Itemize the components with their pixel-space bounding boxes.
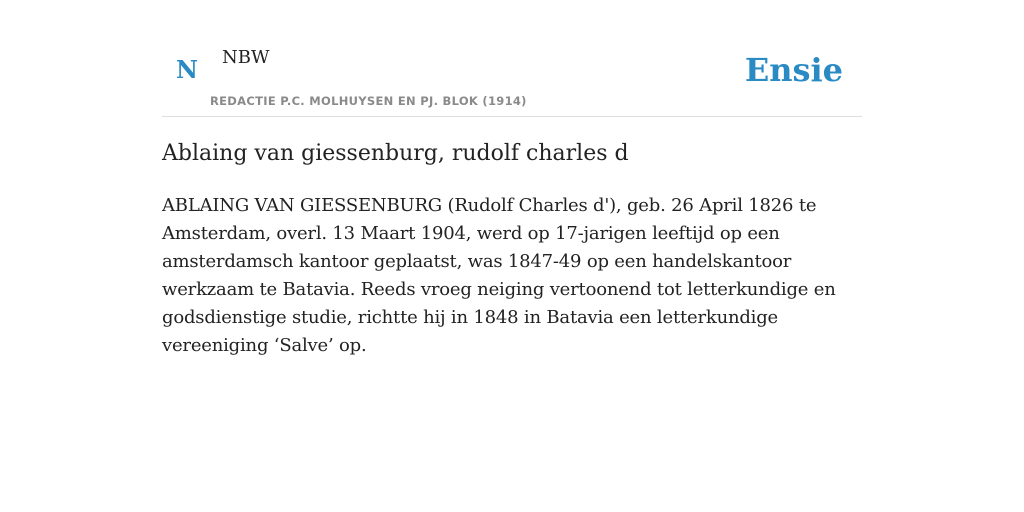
- page: [162, 0, 862, 512]
- header: [162, 0, 862, 117]
- article-title: Ablaing van giessenburg, rudolf charles d: [162, 141, 629, 166]
- article-body: ABLAING VAN GIESSENBURG (Rudolf Charles d'), geb. 26 April 1826 te Amsterdam, overl. 13 Maart 1904, werd op 17-jarigen leeftijd op een amsterdamsch kantoor geplaatst, was 1847-49 op een handelskantoor werkzaam te Batavia. Reeds vroeg neiging vertoonend tot letterkundige en godsdienstige studie, richtte hij in 1848 in Batavia een letterkundige vereeniging ‘Salve’ op.: [162, 195, 836, 356]
- source-logo[interactable]: N: [176, 55, 198, 84]
- source-title: NBW: [222, 47, 270, 68]
- source-editors: REDACTIE P.C. MOLHUYSEN EN PJ. BLOK (1914): [210, 94, 527, 108]
- brand-logo[interactable]: Ensie: [744, 51, 843, 89]
